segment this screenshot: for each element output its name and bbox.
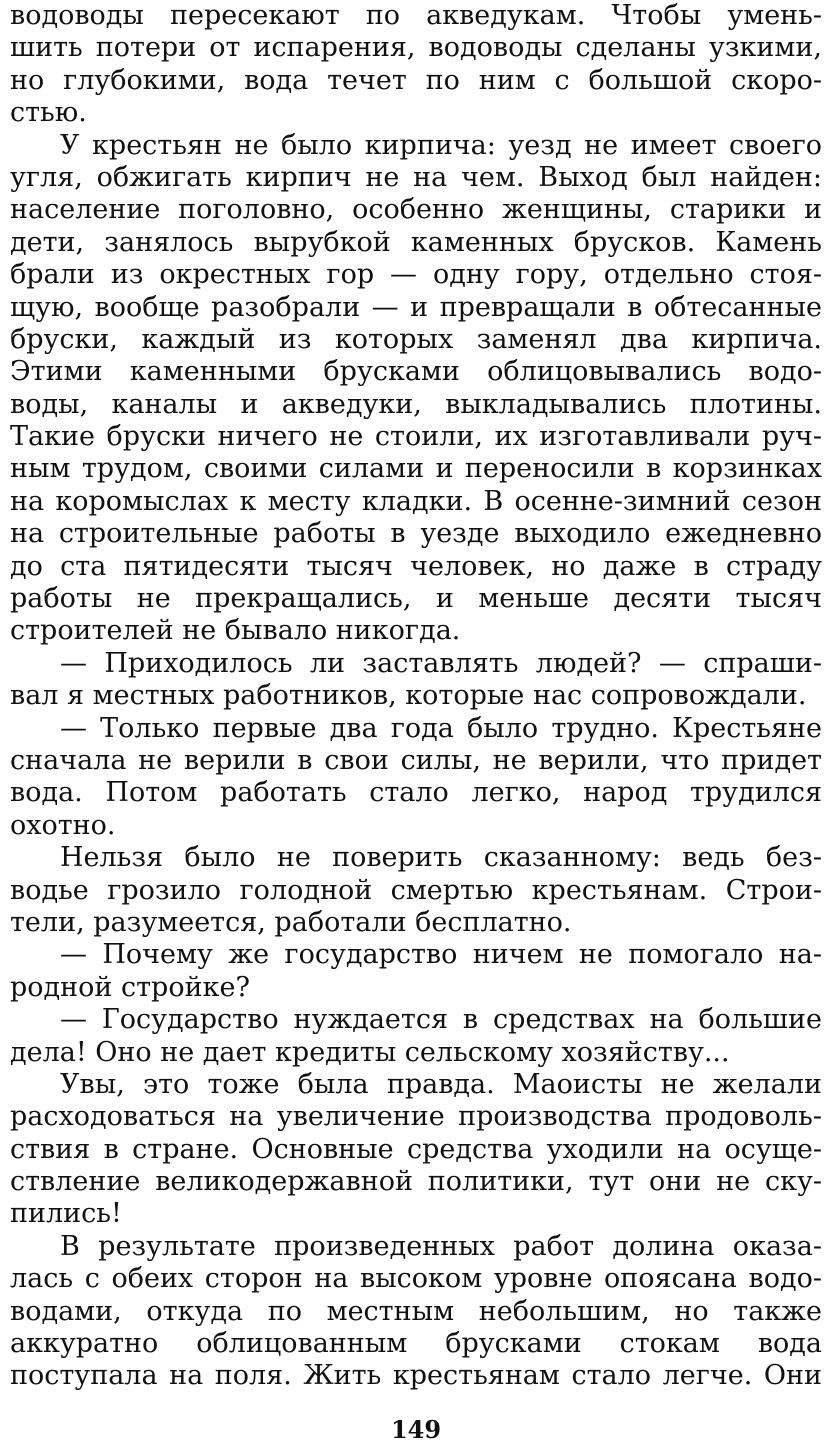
text-line: водье грозило голодной смертью крестьянам. Строи- bbox=[10, 874, 822, 906]
text-line: водоводы пересекают по акведукам. Чтобы умень- bbox=[10, 0, 822, 31]
text-line: до ста пятидесяти тысяч человек, но даже в страду bbox=[10, 550, 822, 582]
text-line: — Только первые два года было трудно. Крестьяне bbox=[60, 712, 822, 744]
body-text bbox=[10, 0, 822, 1393]
text-line: воды, каналы и акведуки, выкладывались плотины. bbox=[10, 388, 822, 420]
text-line: У крестьян не было кирпича: уезд не имеет своего bbox=[60, 129, 822, 161]
text-line: охотно. bbox=[10, 809, 116, 841]
text-line: аккуратно облицованным брусками стокам вода bbox=[10, 1328, 822, 1360]
text-line: стью. bbox=[10, 97, 87, 129]
text-line: тели, разумеется, работали бесплатно. bbox=[10, 906, 572, 938]
text-line: шить потери от испарения, водоводы сделаны узкими, bbox=[10, 32, 822, 64]
text-line: население поголовно, особенно женщины, старики и bbox=[10, 194, 822, 226]
text-line: родной стройке? bbox=[10, 971, 250, 1003]
text-line: дети, занялось вырубкой каменных брусков. Камень bbox=[10, 226, 822, 258]
text-line: на строительные работы в уезде выходило ежедневно bbox=[10, 518, 822, 550]
text-line: расходоваться на увеличение производства продоволь- bbox=[10, 1101, 822, 1133]
text-line: — Приходилось ли заставлять людей? — спраши- bbox=[60, 647, 822, 679]
text-line: на коромыслах к месту кладки. В осенне-зимний сезон bbox=[10, 485, 822, 517]
text-line: Нельзя было не поверить сказанному: ведь без- bbox=[60, 842, 822, 874]
text-line: бруски, каждый из которых заменял два кирпича. bbox=[10, 323, 822, 355]
text-line: Такие бруски ничего не стоили, их изготавливали руч- bbox=[10, 421, 822, 453]
text-line: ствление великодержавной политики, тут они не ску- bbox=[10, 1166, 822, 1198]
text-line: водами, откуда по местным небольшим, но также bbox=[10, 1295, 822, 1327]
text-line: дела! Оно не дает кредиты сельскому хозяйству... bbox=[10, 1036, 730, 1068]
text-line: сначала не верили в свои силы, не верили, что придет bbox=[10, 744, 822, 776]
text-line: ным трудом, своими силами и переносили в корзинках bbox=[10, 453, 822, 485]
text-line: угля, обжигать кирпич не на чем. Выход был найден: bbox=[10, 161, 822, 193]
text-line: вал я местных работников, которые нас сопровождали. bbox=[10, 680, 807, 712]
text-line: — Государство нуждается в средствах на большие bbox=[60, 1004, 822, 1036]
text-line: работы не прекращались, и меньше десяти тысяч bbox=[10, 583, 822, 615]
text-line: вода. Потом работать стало легко, народ трудился bbox=[10, 777, 822, 809]
text-line: Этими каменными брусками облицовывались водо- bbox=[10, 356, 822, 388]
text-line: брали из окрестных гор — одну гору, отдельно стоя- bbox=[10, 259, 822, 291]
text-line: ствия в стране. Основные средства уходили на осуще- bbox=[10, 1133, 822, 1165]
text-line: поступала на поля. Жить крестьянам стало легче. Они bbox=[10, 1360, 822, 1392]
text-line: лась с обеих сторон на высоком уровне опоясана водо- bbox=[10, 1263, 822, 1295]
page-number: 149 bbox=[390, 1415, 442, 1444]
text-line: Увы, это тоже была правда. Маоисты не желали bbox=[60, 1068, 822, 1100]
text-line: но глубокими, вода течет по ним с большой скоро- bbox=[10, 64, 822, 96]
text-line: строителей не бывало никогда. bbox=[10, 615, 461, 647]
text-line: щую, вообще разобрали — и превращали в обтесанные bbox=[10, 291, 822, 323]
text-line: пились! bbox=[10, 1198, 122, 1230]
text-line: В результате произведенных работ долина оказа- bbox=[60, 1230, 822, 1262]
text-line: — Почему же государство ничем не помогало на- bbox=[60, 939, 822, 971]
book-page bbox=[10, 0, 822, 1449]
